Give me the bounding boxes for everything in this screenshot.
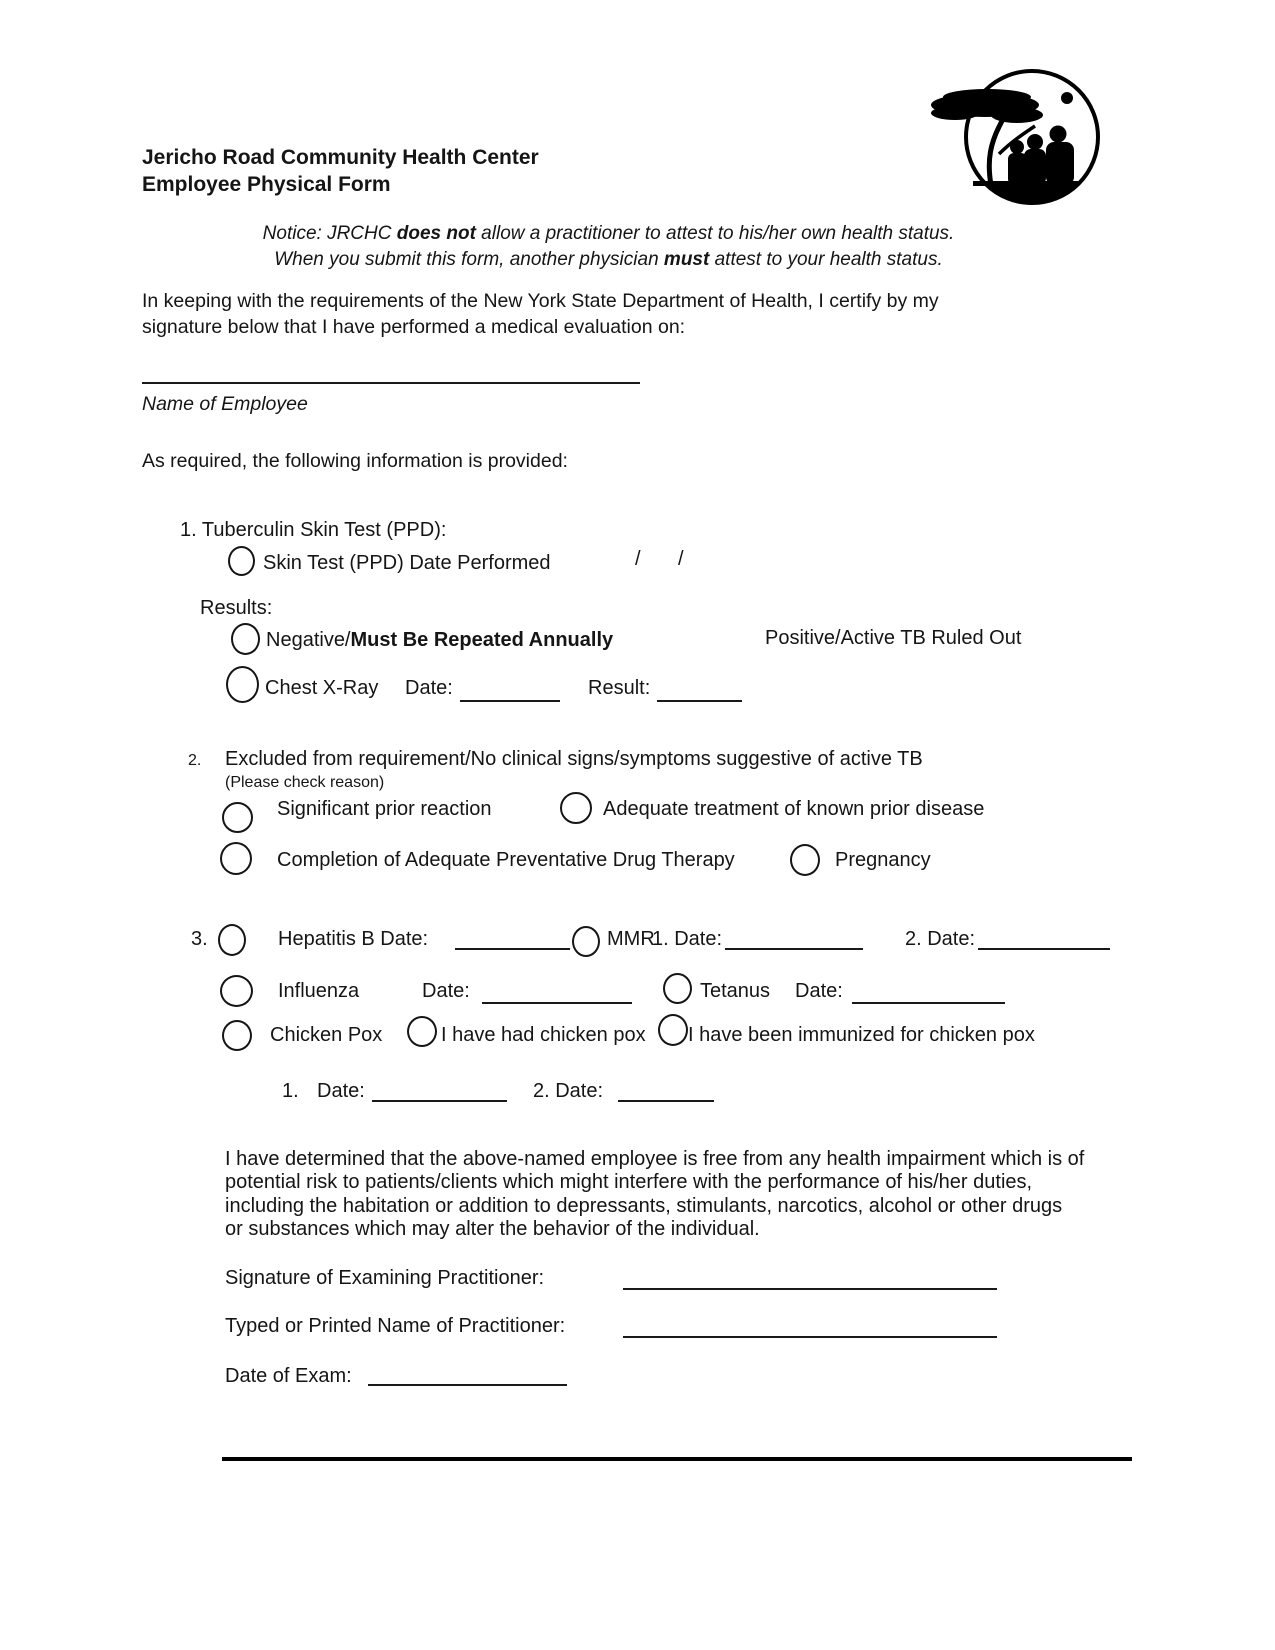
immunized-chicken-pox-label: I have been immunized for chicken pox: [688, 1024, 1035, 1046]
intro-paragraph: In keeping with the requirements of the New York State Department of Health, I certify by my signature below that I have performed a medical evaluation on:: [142, 290, 939, 338]
positive-result-label: Positive/Active TB Ruled Out: [765, 627, 1022, 649]
notice-line1: Notice: JRCHC does not allow a practitioner to attest to his/her own health status.: [262, 223, 955, 244]
tetanus-date-field[interactable]: [852, 982, 1005, 1004]
attestation-paragraph: I have determined that the above-named employee is free from any health impairment which is of potential risk to patients/clients which might interfere with the performance of his/her duties, including the habitation or addition to depressants, stimulants, narcotics, alcohol or other drugs or substances which may alter the behavior of the individual.: [225, 1148, 1085, 1241]
pregnancy-label: Pregnancy: [835, 849, 931, 871]
adequate-treatment-label: Adequate treatment of known prior disease: [603, 798, 985, 820]
notice-line2: When you submit this form, another physician must attest to your health status.: [274, 249, 943, 270]
date-of-exam-field[interactable]: [368, 1364, 567, 1386]
chicken-pox-date1-num: 1.: [282, 1080, 299, 1102]
form-title-line2: Employee Physical Form: [142, 173, 391, 196]
mmr-label: MMR: [607, 928, 655, 950]
influenza-date-field[interactable]: [482, 982, 632, 1004]
form-title: [142, 144, 539, 198]
employee-name-label: Name of Employee: [142, 393, 308, 415]
mmr-date1-label: 1. Date:: [652, 928, 723, 950]
radio-hepatitis-b[interactable]: [218, 924, 246, 956]
signature-field[interactable]: [623, 1268, 997, 1290]
skin-test-label: Skin Test (PPD) Date Performed: [263, 552, 551, 574]
radio-chest-xray[interactable]: [226, 666, 259, 703]
chest-xray-result-label: Result:: [588, 677, 651, 699]
results-label: Results:: [200, 597, 273, 619]
chest-xray-date-label: Date:: [405, 677, 453, 699]
significant-prior-reaction-label: Significant prior reaction: [277, 798, 492, 820]
chest-xray-result-field[interactable]: [657, 680, 742, 702]
as-required-line: As required, the following information is provided:: [142, 450, 568, 472]
chicken-pox-label: Chicken Pox: [270, 1024, 383, 1046]
chest-xray-date-field[interactable]: [460, 680, 560, 702]
skin-test-date-slash1: /: [635, 548, 641, 570]
radio-skin-test-ppd[interactable]: [228, 546, 255, 576]
influenza-date-label: Date:: [422, 980, 470, 1002]
chicken-pox-date2-field[interactable]: [618, 1080, 714, 1102]
drug-therapy-label: Completion of Adequate Preventative Drug Therapy: [277, 849, 735, 871]
radio-immunized-chicken-pox[interactable]: [658, 1014, 688, 1046]
radio-adequate-treatment[interactable]: [560, 792, 592, 824]
jericho-road-logo: [925, 58, 1105, 210]
form-title-line1: Jericho Road Community Health Center: [142, 146, 539, 169]
ground-icon: [987, 185, 1078, 203]
hepatitis-b-date-field[interactable]: [455, 928, 570, 950]
radio-tetanus[interactable]: [663, 973, 692, 1004]
radio-had-chicken-pox[interactable]: [407, 1016, 437, 1047]
radio-negative-result[interactable]: [231, 623, 260, 655]
radio-pregnancy[interactable]: [790, 844, 820, 876]
radio-chicken-pox[interactable]: [222, 1020, 252, 1051]
radio-influenza[interactable]: [220, 975, 253, 1007]
negative-result-label: Negative/Must Be Repeated Annually: [266, 629, 614, 651]
mmr-date2-field[interactable]: [978, 928, 1110, 950]
date-of-exam-label: Date of Exam:: [225, 1365, 352, 1387]
signature-label: Signature of Examining Practitioner:: [225, 1267, 545, 1289]
tetanus-label: Tetanus: [700, 980, 771, 1002]
sun-icon: [1061, 92, 1073, 104]
skin-test-date-slash2: /: [678, 548, 684, 570]
radio-significant-prior-reaction[interactable]: [222, 802, 253, 833]
tb-section-heading: 1. Tuberculin Skin Test (PPD):: [180, 519, 447, 541]
mmr-date2-label: 2. Date:: [905, 928, 976, 950]
notice: [142, 221, 1075, 273]
influenza-label: Influenza: [278, 980, 360, 1002]
chicken-pox-date2-label: 2. Date:: [533, 1080, 604, 1102]
printed-name-label: Typed or Printed Name of Practitioner:: [225, 1315, 566, 1337]
bottom-divider: [222, 1457, 1132, 1461]
immunization-number: 3.: [191, 928, 208, 950]
radio-mmr[interactable]: [572, 926, 600, 957]
hepatitis-b-label: Hepatitis B Date:: [278, 928, 429, 950]
chicken-pox-date1-field[interactable]: [372, 1080, 507, 1102]
had-chicken-pox-label: I have had chicken pox: [441, 1024, 646, 1046]
exclusion-number: 2.: [188, 752, 202, 769]
exclusion-subtitle: (Please check reason): [225, 774, 385, 791]
employee-name-field[interactable]: [142, 362, 640, 384]
mmr-date1-field[interactable]: [725, 928, 863, 950]
tetanus-date-label: Date:: [795, 980, 843, 1002]
radio-drug-therapy[interactable]: [220, 842, 252, 875]
chest-xray-label: Chest X-Ray: [265, 677, 379, 699]
exclusion-title: Excluded from requirement/No clinical signs/symptoms suggestive of active TB: [225, 748, 923, 770]
chicken-pox-date1-label: Date:: [317, 1080, 365, 1102]
printed-name-field[interactable]: [623, 1316, 997, 1338]
